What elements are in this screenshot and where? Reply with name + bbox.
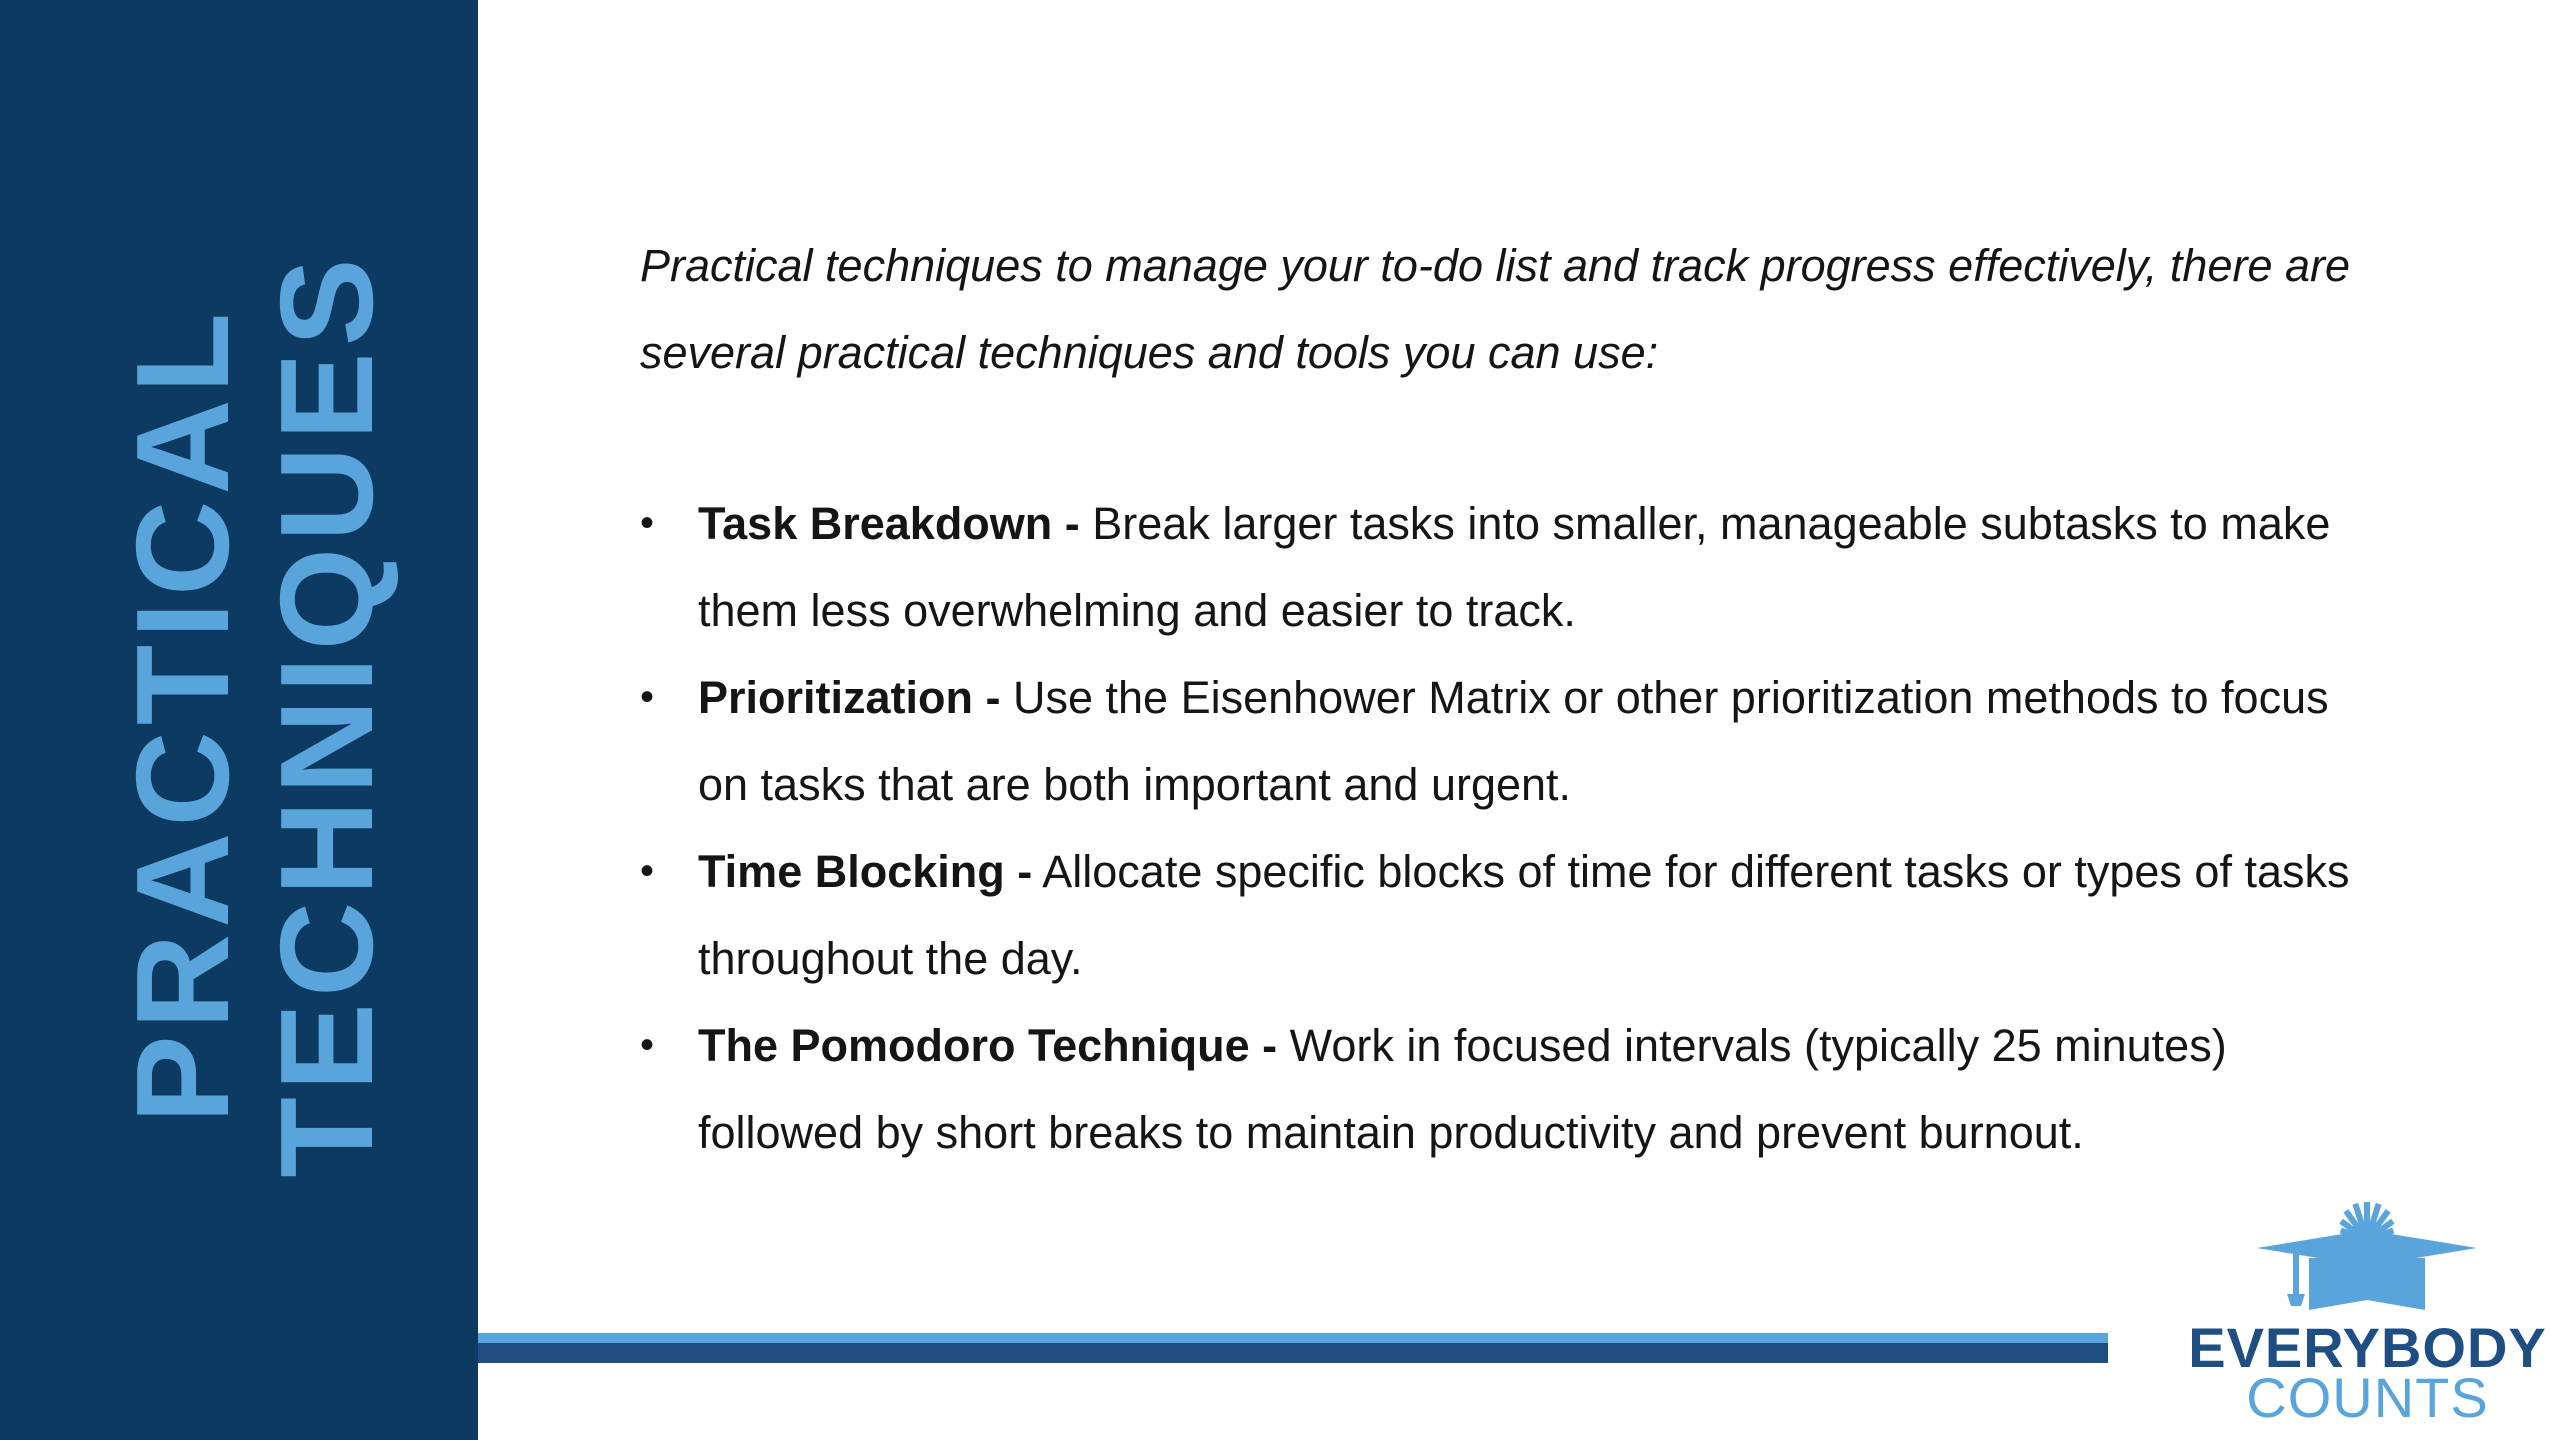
bullet-text: Use the Eisenhower Matrix or other prioritization methods to focus on tasks that are both important and urgent. — [698, 672, 2329, 810]
list-item — [640, 1002, 2360, 1176]
sidebar-title — [111, 252, 399, 1177]
divider-dark — [478, 1343, 2108, 1363]
logo — [2185, 1200, 2550, 1430]
sidebar-title-line1: PRACTICAL — [109, 306, 256, 1124]
logo-word-counts: COUNTS — [2246, 1366, 2489, 1429]
main-content — [640, 222, 2360, 1176]
intro-text: Practical techniques to manage your to-do list and track progress effectively, there are several practical techniques and tools you can use: — [640, 240, 2351, 378]
bullet-term: The Pomodoro Technique - — [698, 1020, 1278, 1071]
divider-light — [478, 1333, 2108, 1343]
bullet-text: Break larger tasks into smaller, manageable subtasks to make them less overwhelming and easier to track. — [698, 498, 2331, 636]
list-item — [640, 480, 2360, 654]
bullet-text: Work in focused intervals (typically 25 minutes) followed by short breaks to maintain productivity and prevent burnout. — [698, 1020, 2227, 1158]
bullet-term: Time Blocking - — [698, 846, 1033, 897]
bullet-text: Allocate specific blocks of time for different tasks or types of tasks throughout the day. — [698, 846, 2350, 984]
technique-list — [640, 480, 2360, 1176]
bullet-icon: • — [640, 501, 655, 545]
sidebar-title-line2: TECHNIQUES — [253, 252, 400, 1178]
bullet-term: Task Breakdown - — [698, 498, 1080, 549]
graduation-cap-sunburst-icon — [2257, 1200, 2477, 1320]
list-item — [640, 654, 2360, 828]
list-item — [640, 828, 2360, 1002]
bullet-icon: • — [640, 1023, 655, 1067]
bullet-icon: • — [640, 675, 655, 719]
bullet-term: Prioritization - — [698, 672, 1001, 723]
logo-word-everybody: EVERYBODY — [2188, 1316, 2547, 1379]
bullet-icon: • — [640, 849, 655, 893]
